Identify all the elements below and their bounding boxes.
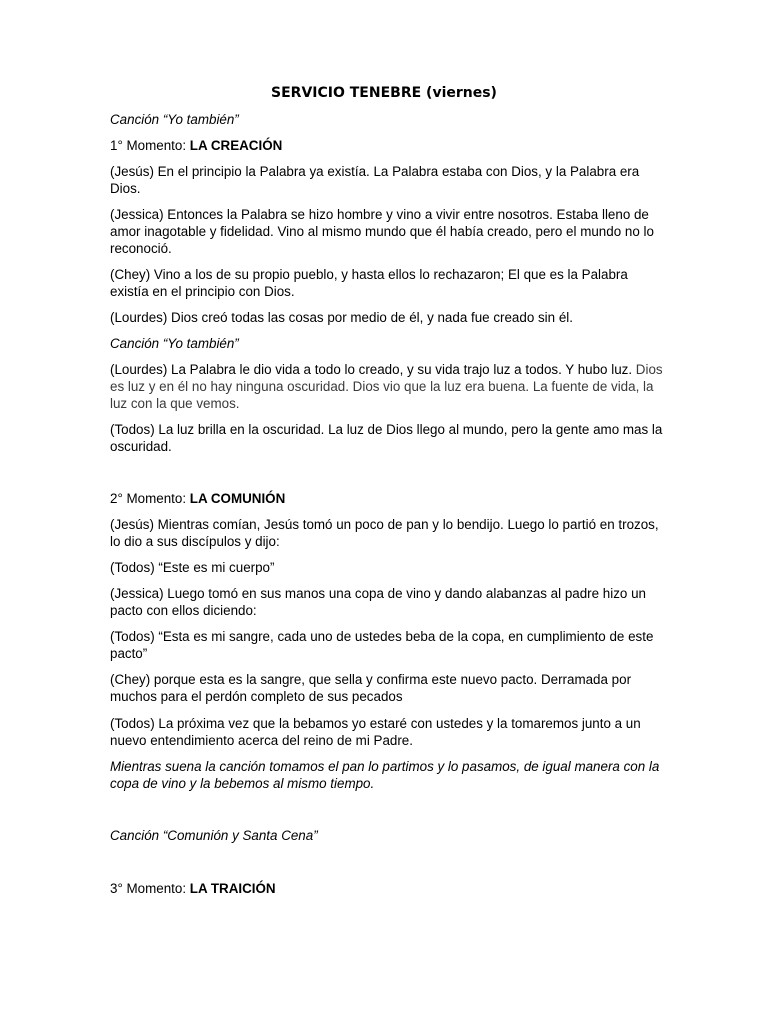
script-line: (Jessica) Luego tomó en sus manos una copa de vino y dando alabanzas al padre hizo un pacto con ellos diciendo:	[110, 586, 646, 618]
script-line: (Todos) La luz brilla en la oscuridad. La luz de Dios llego al mundo, pero la gente amo mas la oscuridad.	[110, 422, 663, 454]
script-line: (Jesús) En el principio la Palabra ya existía. La Palabra estaba con Dios, y la Palabra era Dios.	[110, 164, 640, 196]
moment-heading	[110, 137, 666, 154]
script-line: (Todos) “Este es mi cuerpo”	[110, 560, 275, 575]
song-cue: Canción “Comunión y Santa Cena”	[110, 828, 318, 843]
script-line: (Todos) La próxima vez que la bebamos yo estaré con ustedes y la tomaremos junto a un nuevo entendimiento acerca del reino de mi Padre.	[110, 716, 641, 748]
moment-heading	[110, 880, 666, 897]
script-line: (Lourdes) Dios creó todas las cosas por medio de él, y nada fue creado sin él.	[110, 310, 573, 325]
script-line-main: (Lourdes) La Palabra le dio vida a todo lo creado, y su vida trajo luz a todos. Y hubo luz.	[110, 362, 633, 377]
song-cue: Canción “Yo también”	[110, 336, 239, 351]
script-line	[110, 361, 666, 412]
moment-title: LA TRAICIÓN	[189, 881, 276, 896]
moment-title: LA CREACIÓN	[189, 138, 283, 153]
moment-heading	[110, 490, 666, 507]
moment-prefix: 2° Momento:	[110, 491, 190, 506]
moment-prefix: 3° Momento:	[110, 881, 190, 896]
script-line: (Chey) Vino a los de su propio pueblo, y hasta ellos lo rechazaron; El que es la Palabra existía en el principio con Dios.	[110, 267, 628, 299]
script-line: (Jessica) Entonces la Palabra se hizo hombre y vino a vivir entre nosotros. Estaba lleno de amor inagotable y fidelidad. Vino al mismo mundo que él había creado, pero el mundo no lo reconoció.	[110, 207, 654, 256]
stage-direction: Mientras suena la canción tomamos el pan lo partimos y lo pasamos, de igual manera con la copa de vino y la bebemos al mismo tiempo.	[110, 759, 660, 791]
document-title: SERVICIO TENEBRE (viernes)	[271, 85, 497, 101]
script-line: (Todos) “Esta es mi sangre, cada uno de ustedes beba de la copa, en cumplimiento de este pacto”	[110, 629, 654, 661]
song-cue: Canción “Yo también”	[110, 112, 239, 127]
moment-title: LA COMUNIÓN	[189, 491, 286, 506]
moment-prefix: 1° Momento:	[110, 138, 190, 153]
script-line: (Jesús) Mientras comían, Jesús tomó un poco de pan y lo bendijo. Luego lo partió en trozos, lo dio a sus discípulos y dijo:	[110, 517, 659, 549]
script-line-quote: Dios es luz y en él no hay ninguna oscuridad. Dios vio que la luz era buena. La fuente de vida, la luz con la que vemos.	[110, 362, 663, 411]
script-line: (Chey) porque esta es la sangre, que sella y confirma este nuevo pacto. Derramada por muchos para el perdón completo de sus pecados	[110, 672, 632, 704]
